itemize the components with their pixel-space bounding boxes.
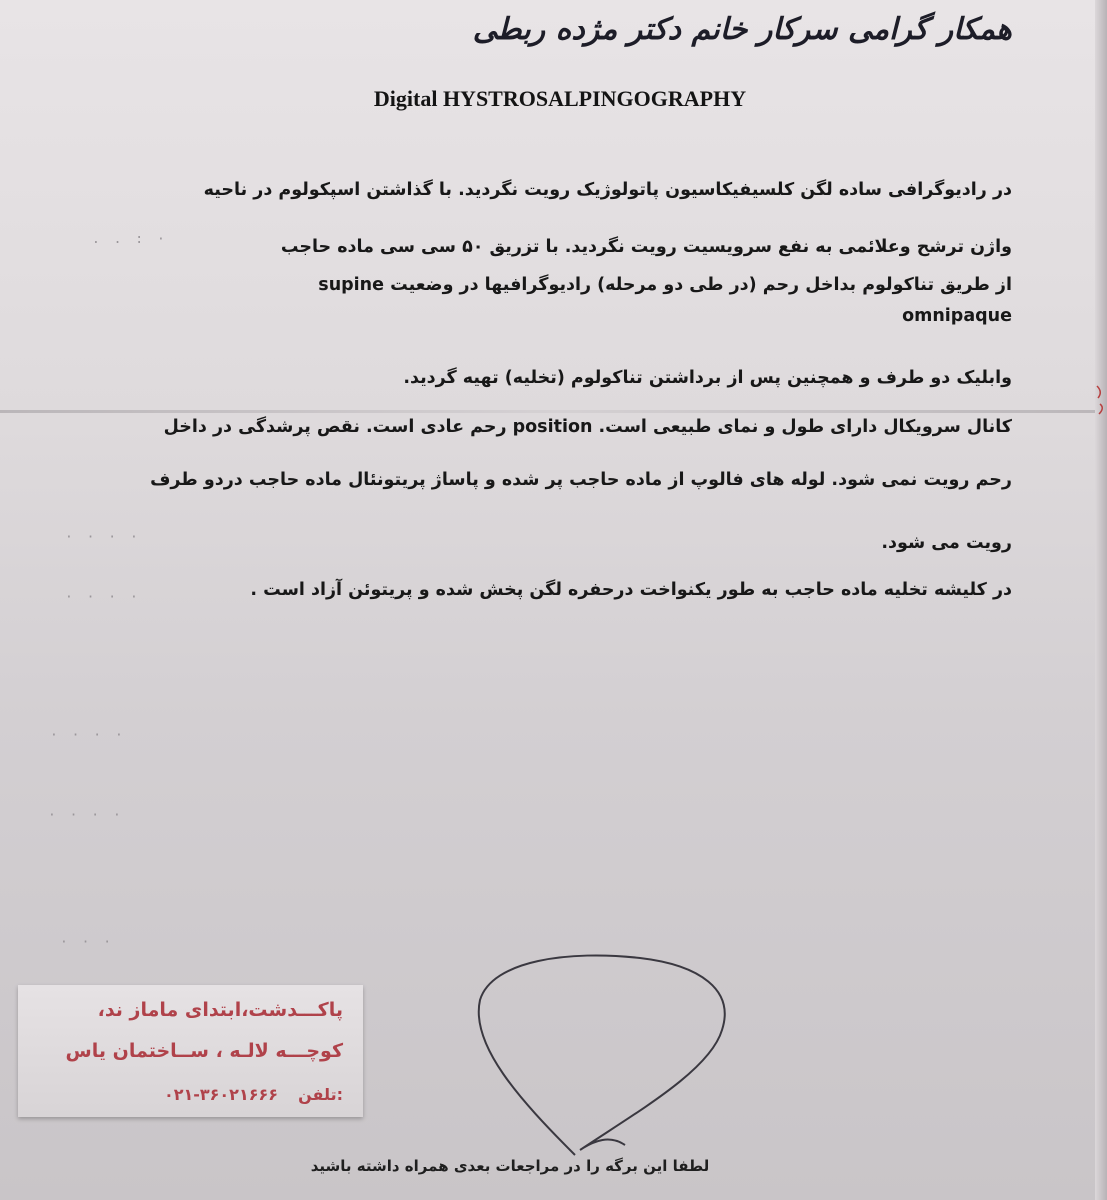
report-title: Digital HYSTROSALPINGOGRAPHY — [373, 86, 747, 111]
footer-note: لطفا این برگه را در مراجعات بعدی همراه داشته باشید — [310, 1157, 710, 1175]
body-line-8: در کلیشه تخلیه ماده حاجب به طور یکنواخت درحفره لگن پخش شده و پریتوئن آزاد است . — [250, 580, 1012, 600]
signature — [460, 950, 750, 1160]
faint-marks: · · · · — [48, 808, 124, 823]
body-line-3: از طریق تناکولوم بداخل رحم (در طی دو مرحله) رادیوگرافیها در وضعیت supine — [318, 275, 1012, 295]
salutation: همکار گرامی سرکار خانم دکتر مژده ربطی — [472, 12, 1012, 47]
faint-marks: · · · · — [65, 530, 141, 545]
body-line-7: رویت می شود. — [881, 533, 1012, 553]
body-line-1: در رادیوگرافی ساده لگن کلسیفیکاسیون پاتولوژیک رویت نگردید. با گذاشتن اسپکولوم در ناحیه — [203, 180, 1012, 200]
faint-marks: · · · · — [50, 728, 126, 743]
stamp-phone — [298, 1085, 343, 1104]
stamp-phone-number: ۰۲۱-۳۶۰۲۱۶۶۶ — [163, 1085, 278, 1104]
body-line-5: کانال سرویکال دارای طول و نمای طبیعی است. position رحم عادی است. نقص پرشدگی در داخل — [163, 417, 1012, 437]
body-line-2: واژن ترشح وعلائمی به نفع سرویسیت رویت نگردید. با تزریق ۵۰ سی سی ماده حاجب — [280, 237, 1012, 257]
stamp-address-line-1: پاکـــدشت،ابتدای ماماز ند، — [97, 999, 343, 1021]
faint-marks: · · · — [60, 935, 115, 950]
body-line-omnipaque: omnipaque — [902, 306, 1012, 326]
body-line-6: رحم رویت نمی شود. لوله های فالوپ از ماده حاجب پر شده و پاساژ پریتونئال ماده حاجب دردو طرف — [150, 470, 1012, 490]
red-ink-mark — [1095, 380, 1107, 420]
stamp-phone-label: تلفن: — [298, 1085, 343, 1104]
clinic-stamp — [18, 985, 363, 1117]
faint-marks: · · · · — [65, 590, 141, 605]
faint-marks: . . : · — [92, 232, 168, 247]
stamp-address-line-2: کوچـــه لالـه ، ســاختمان یاس — [65, 1040, 343, 1062]
paper-fold — [0, 410, 1107, 413]
body-line-4: وابلیک دو طرف و همچنین پس از برداشتن تناکولوم (تخلیه) تهیه گردید. — [403, 368, 1012, 388]
page-edge — [1095, 0, 1107, 1200]
